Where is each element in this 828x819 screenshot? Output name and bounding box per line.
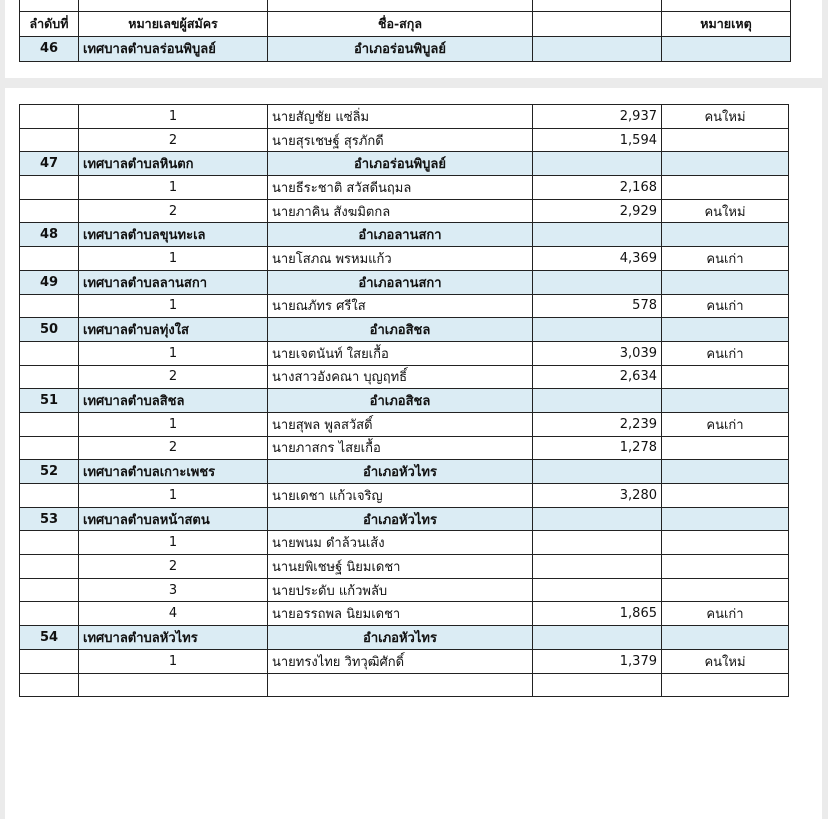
group-remark-cell [662, 626, 789, 650]
candidate-blank-cell [20, 294, 79, 318]
table-top-edge-row [20, 0, 791, 11]
group-votes-cell [533, 460, 662, 484]
candidate-blank-cell [20, 341, 79, 365]
group-district: อำเภอสิชล [268, 318, 533, 342]
group-no: 51 [20, 389, 79, 413]
candidate-row [20, 673, 789, 697]
group-no: 48 [20, 223, 79, 247]
candidate-votes: 1,594 [533, 128, 662, 152]
candidate-number: 2 [79, 199, 268, 223]
candidate-remark [662, 365, 789, 389]
group-votes-cell [533, 270, 662, 294]
group-row [20, 626, 789, 650]
candidate-votes [533, 673, 662, 697]
candidate-row [20, 199, 789, 223]
candidate-number: 1 [79, 484, 268, 508]
candidate-blank-cell [20, 531, 79, 555]
candidate-row [20, 412, 789, 436]
candidate-name: นายเจตนันท์ ใสยเกื้อ [268, 341, 533, 365]
group-row [20, 152, 789, 176]
candidate-remark: คนใหม่ [662, 105, 789, 129]
group-row [20, 460, 789, 484]
candidate-number: 2 [79, 555, 268, 579]
candidate-name: นายทรงไทย วิทวุฒิศักดิ์ [268, 649, 533, 673]
group-municipality: เทศบาลตำบลเกาะเพชร [79, 460, 268, 484]
candidate-name: นายโสภณ พรหมแก้ว [268, 247, 533, 271]
group-district: อำเภอร่อนพิบูลย์ [268, 36, 533, 61]
candidate-blank-cell [20, 199, 79, 223]
candidate-number: 1 [79, 247, 268, 271]
group-no: 53 [20, 507, 79, 531]
candidate-votes: 578 [533, 294, 662, 318]
group-remark-cell [662, 460, 789, 484]
group-district: อำเภอสิชล [268, 389, 533, 413]
candidate-number: 2 [79, 365, 268, 389]
group-no: 52 [20, 460, 79, 484]
group-municipality: เทศบาลตำบลหัวไทร [79, 626, 268, 650]
candidate-row [20, 578, 789, 602]
candidate-row [20, 602, 789, 626]
candidate-votes: 2,634 [533, 365, 662, 389]
group-no: 46 [20, 36, 79, 61]
group-votes-cell [533, 507, 662, 531]
candidate-number: 1 [79, 531, 268, 555]
candidate-name: นายประดับ แก้วพลับ [268, 578, 533, 602]
group-municipality: เทศบาลตำบลหน้าสตน [79, 507, 268, 531]
candidate-name: นายอรรถพล นิยมเดชา [268, 602, 533, 626]
candidate-number [79, 673, 268, 697]
candidate-number: 4 [79, 602, 268, 626]
table-header [20, 11, 791, 36]
candidate-name: นายณภัทร ศรีใส [268, 294, 533, 318]
candidate-row [20, 649, 789, 673]
candidate-remark [662, 531, 789, 555]
candidate-name: นายเดชา แก้วเจริญ [268, 484, 533, 508]
candidate-row [20, 128, 789, 152]
group-no: 49 [20, 270, 79, 294]
candidate-name: นายภาคิน สังฆมิตกล [268, 199, 533, 223]
group-municipality: เทศบาลตำบลร่อนพิบูลย์ [79, 36, 268, 61]
candidate-remark [662, 578, 789, 602]
table-body [20, 105, 789, 697]
candidate-number: 1 [79, 412, 268, 436]
candidate-blank-cell [20, 176, 79, 200]
candidate-number: 1 [79, 341, 268, 365]
candidate-row [20, 484, 789, 508]
candidate-blank-cell [20, 128, 79, 152]
candidate-votes: 3,039 [533, 341, 662, 365]
candidate-remark [662, 555, 789, 579]
candidate-remark: คนเก่า [662, 294, 789, 318]
candidate-row [20, 341, 789, 365]
candidate-name: นายสุรเชษฐ์ สุรภักดี [268, 128, 533, 152]
candidate-row [20, 176, 789, 200]
group-remark-cell [662, 152, 789, 176]
candidate-blank-cell [20, 649, 79, 673]
candidate-blank-cell [20, 247, 79, 271]
candidate-remark: คนเก่า [662, 412, 789, 436]
candidate-row [20, 555, 789, 579]
group-row [20, 318, 789, 342]
candidate-number: 1 [79, 176, 268, 200]
group-votes-cell [533, 152, 662, 176]
candidate-remark: คนใหม่ [662, 199, 789, 223]
candidate-votes: 1,278 [533, 436, 662, 460]
candidate-votes [533, 578, 662, 602]
candidate-votes [533, 531, 662, 555]
candidate-votes: 2,929 [533, 199, 662, 223]
header-col-name: ชื่อ-สกุล [268, 11, 533, 36]
group-remark-cell [662, 389, 789, 413]
group-municipality: เทศบาลตำบลสิชล [79, 389, 268, 413]
candidate-remark [662, 484, 789, 508]
group-votes-cell [533, 223, 662, 247]
candidate-blank-cell [20, 578, 79, 602]
group-municipality: เทศบาลตำบลขุนทะเล [79, 223, 268, 247]
group-votes-cell [533, 626, 662, 650]
candidate-row [20, 365, 789, 389]
candidate-remark [662, 128, 789, 152]
group-remark-cell [662, 507, 789, 531]
group-remark-cell [662, 223, 789, 247]
candidate-remark: คนใหม่ [662, 649, 789, 673]
candidate-votes: 4,369 [533, 247, 662, 271]
candidate-number: 1 [79, 649, 268, 673]
candidate-remark [662, 673, 789, 697]
candidate-blank-cell [20, 412, 79, 436]
candidate-name: นางสาวอังคณา บุญฤทธิ์ [268, 365, 533, 389]
candidate-blank-cell [20, 484, 79, 508]
candidate-number: 3 [79, 578, 268, 602]
group-district: อำเภอหัวไทร [268, 460, 533, 484]
candidate-votes: 2,937 [533, 105, 662, 129]
candidate-name [268, 673, 533, 697]
candidate-blank-cell [20, 602, 79, 626]
candidate-name: นายธีระชาติ สวัสดีนฤมล [268, 176, 533, 200]
group-district: อำเภอหัวไทร [268, 507, 533, 531]
group-municipality: เทศบาลตำบลลานสกา [79, 270, 268, 294]
candidate-remark: คนเก่า [662, 602, 789, 626]
group-municipality: เทศบาลตำบลหินตก [79, 152, 268, 176]
candidate-votes: 3,280 [533, 484, 662, 508]
header-col-applicant-no: หมายเลขผู้สมัคร [79, 11, 268, 36]
candidate-blank-cell [20, 436, 79, 460]
candidate-votes: 1,379 [533, 649, 662, 673]
candidate-name: นายสัญชัย แซ่ลิ่ม [268, 105, 533, 129]
group-district: อำเภอลานสกา [268, 223, 533, 247]
group-row [20, 36, 791, 61]
table-page-2 [19, 104, 789, 697]
candidate-row [20, 294, 789, 318]
candidate-remark: คนเก่า [662, 247, 789, 271]
header-col-no: ลำดับที่ [20, 11, 79, 36]
candidate-remark [662, 176, 789, 200]
candidate-name: นายสุพล พูลสวัสดิ์ [268, 412, 533, 436]
candidate-blank-cell [20, 673, 79, 697]
group-row [20, 223, 789, 247]
candidate-row [20, 436, 789, 460]
candidate-votes: 2,168 [533, 176, 662, 200]
candidate-name: นายภาสกร ไสยเกื้อ [268, 436, 533, 460]
group-district: อำเภอลานสกา [268, 270, 533, 294]
group-district: อำเภอหัวไทร [268, 626, 533, 650]
group-row [20, 507, 789, 531]
header-col-votes [533, 11, 662, 36]
group-row [20, 389, 789, 413]
table-page-1 [19, 0, 791, 62]
candidate-name: นานยพิเชษฐ์ นิยมเดชา [268, 555, 533, 579]
candidate-row [20, 105, 789, 129]
candidate-votes [533, 555, 662, 579]
page-2 [5, 88, 822, 819]
group-remark-cell [662, 270, 789, 294]
candidate-number: 2 [79, 436, 268, 460]
candidate-number: 1 [79, 105, 268, 129]
candidate-blank-cell [20, 555, 79, 579]
candidate-blank-cell [20, 365, 79, 389]
group-no: 50 [20, 318, 79, 342]
group-row [20, 270, 789, 294]
group-no: 54 [20, 626, 79, 650]
group-votes-cell [533, 389, 662, 413]
candidate-remark: คนเก่า [662, 341, 789, 365]
header-col-remark: หมายเหตุ [662, 11, 791, 36]
candidate-number: 1 [79, 294, 268, 318]
group-district: อำเภอร่อนพิบูลย์ [268, 152, 533, 176]
group-remark-cell [662, 318, 789, 342]
candidate-row [20, 531, 789, 555]
candidate-votes: 2,239 [533, 412, 662, 436]
group-no: 47 [20, 152, 79, 176]
page-1 [5, 0, 822, 78]
candidate-number: 2 [79, 128, 268, 152]
candidate-remark [662, 436, 789, 460]
group-votes-cell [533, 318, 662, 342]
group-municipality: เทศบาลตำบลทุ่งใส [79, 318, 268, 342]
candidate-blank-cell [20, 105, 79, 129]
candidate-name: นายพนม ดำล้วนเส้ง [268, 531, 533, 555]
candidate-row [20, 247, 789, 271]
candidate-votes: 1,865 [533, 602, 662, 626]
